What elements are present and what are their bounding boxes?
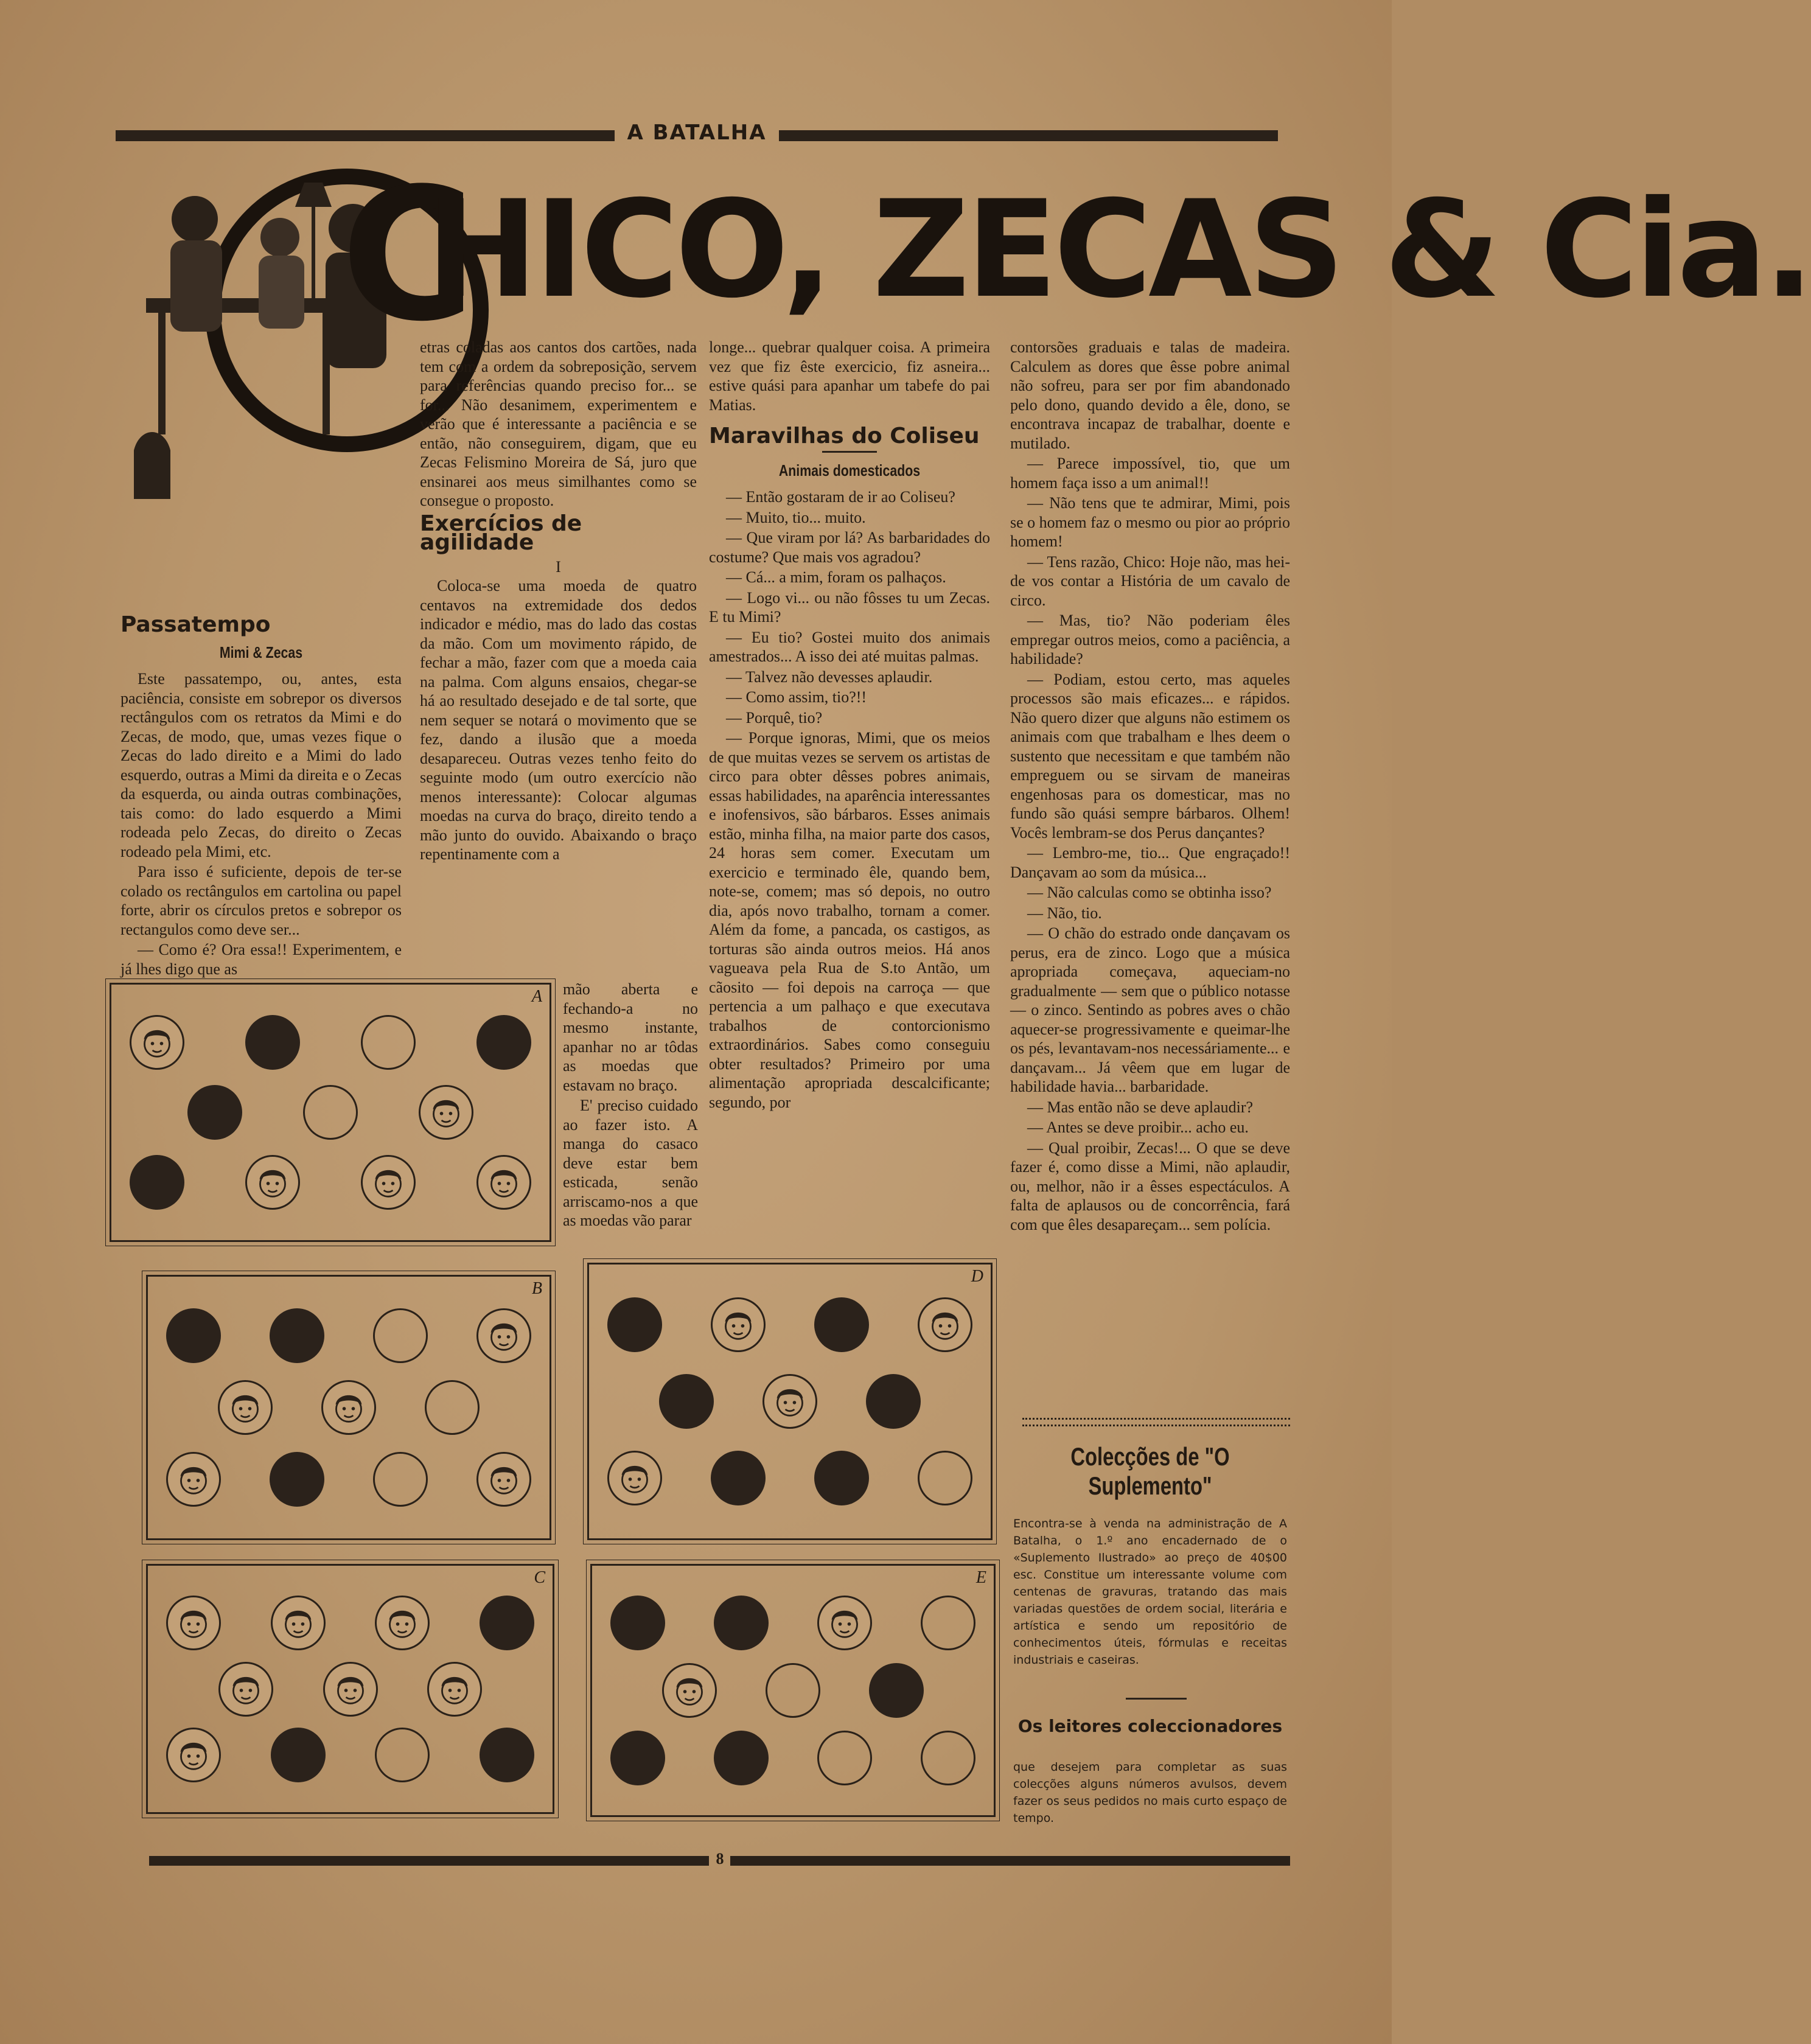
advert-divider [1022,1418,1290,1426]
black-circle [607,1297,662,1352]
black-circle [270,1308,324,1363]
rectangle-label: D [971,1267,983,1286]
dialogue-line: — Qual proibir, Zecas!... O que se deve fazer é, como disse a Mimi, não aplaudir, ou, melhor, não ir a êsses espectáculos. A falta de aplausos ou de concorrência, fará com que êles desapareçam... sem polícia. [1010,1139,1290,1233]
agilidade-column-continued [563,980,698,1232]
face-icon [363,1157,414,1208]
blank-circle [373,1452,428,1507]
dialogue-line: — Lembro-me, tio... Que engraçado!! Dançavam ao som da música... [1010,844,1290,881]
face-icon [273,1597,324,1648]
dialogue-line: — Não calculas como se obtinha isso? [1027,884,1272,901]
advert-text: Encontra-se à venda na administração de A Batalha, o 1.º ano encadernado de o «Suplemento Ilustrado» ao preço de 40$00 esc. Constitue um interessante volume com centenas de gravuras, tratando das mais variadas questões de ordem social, literária e artística e sendo um repositório de conhecimentos úteis, fórmulas e receitas industriais e caseiras. [1013,1517,1287,1667]
face-icon [220,1664,271,1715]
face-icon [325,1664,376,1715]
portrait-circle [166,1596,221,1650]
blank-circle [817,1731,872,1785]
portrait-circle [711,1297,766,1352]
black-circle [814,1451,869,1505]
blank-circle [766,1663,820,1718]
paragraph: — Como é? Ora essa!! Experimentem, e já lhes digo que as [120,941,402,978]
paragraph: Coloca-se uma moeda de quatro centavos na extremidade dos dedos indicador e médio, mas do lado das costas da mão. Com um movimento rápido, de fechar a mão, fazer com que a moeda caia na palma. Com alguns ensaios, chegar-se há ao resultado desejado e de tal sorte, que nem sequer se notará o movimento que se fez, dando a ilusão que a moeda desapareceu. Outras vezes tenho feito do seguinte modo (um outro exercício não menos interessante): Colocar algumas moedas na curva do braço, direito tendo a mão junto do ouvido. Abaixando o braço repentinamente com a [420,577,697,863]
header-rule-right [779,130,1278,141]
portrait-circle [361,1155,416,1210]
advert-text: que desejem para completar as suas colecções alguns números avulsos, devem fazer os seus pedidos no mais curto espaço de tempo. [1013,1760,1287,1825]
portrait-circle [245,1155,300,1210]
face-icon [478,1310,529,1361]
blank-circle [425,1380,480,1435]
face-icon [478,1157,529,1208]
section-numeral: I [556,557,561,576]
black-circle [610,1596,665,1650]
paragraph: etras coladas aos cantos dos cartões, nada tem com a ordem da sobreposição, servem para referências quando preciso for... se for... Não desanimem, experimentem e verão que é interessante a paciência e se então, não conseguirem, digam, que eu Zecas Felismino Moreira de Sá, juro que ensinarei aos meus similhantes como se consegue o proposto. [420,338,697,509]
dialogue-line: — Cá... a mim, foram os palhaços. [726,568,946,586]
blank-circle [361,1015,416,1070]
face-icon [664,1665,715,1716]
puzzle-rectangle-d [587,1263,993,1540]
portrait-circle [476,1452,531,1507]
face-icon [168,1729,219,1781]
portrait-circle [476,1155,531,1210]
page-number: 8 [716,1850,724,1868]
black-circle [480,1728,534,1782]
dialogue-line: — Então gostaram de ir ao Coliseu? [726,488,955,506]
face-icon [377,1597,428,1648]
publication-name: A BATALHA [627,120,767,145]
rectangle-label: A [531,987,542,1006]
agilidade-column [420,338,697,865]
portrait-circle [166,1452,221,1507]
portrait-circle [218,1662,273,1717]
section-heading: Exercícios de agilidade [420,511,582,555]
dialogue-line: — Como assim, tio?!! [726,688,867,706]
blank-circle [303,1085,358,1140]
header-rule-left [116,130,615,141]
page-title: HICO, ZECAS & Cia. [426,172,1811,327]
dialogue-line: — Antes se deve proibir... acho eu. [1027,1118,1249,1136]
puzzle-rectangle-b [146,1275,551,1540]
portrait-circle [375,1596,430,1650]
portrait-circle [419,1085,473,1140]
paragraph: mão aberta e fechando-a no mesmo instante, apanhar no ar tôdas as moedas que estavam no braço. [563,980,698,1094]
face-icon [713,1299,764,1350]
face-icon [323,1382,374,1433]
black-circle [610,1731,665,1785]
rectangle-label: C [534,1568,545,1587]
black-circle [659,1374,714,1429]
portrait-circle [427,1662,482,1717]
portrait-circle [762,1374,817,1429]
section-heading: Passatempo [120,612,271,637]
portrait-circle [271,1596,326,1650]
dialogue-line: — Logo vi... ou não fôsses tu um Zecas. E tu Mimi? [709,588,990,626]
blank-circle [921,1596,975,1650]
puzzle-rectangle-a [110,983,551,1242]
puzzle-rectangle-c [146,1564,554,1814]
face-icon [247,1157,298,1208]
paragraph: longe... quebrar qualquer coisa. A primeira vez que fiz êste exercicio, fiz asneira... estive quási para apanhar um tabefe do pai Matias. [709,338,990,414]
portrait-circle [321,1380,376,1435]
paragraph: E' preciso cuidado ao fazer isto. A manga do casaco deve estar bem esticada, senão arriscamo-nos a que as moedas vão parar [563,1097,698,1229]
face-icon [919,1299,971,1350]
black-circle [480,1596,534,1650]
black-circle [814,1297,869,1352]
dialogue-line: — Mas, tio? Não poderiam êles empregar outros meios, como a paciência, a habilidade? [1010,612,1290,668]
rectangle-label: B [531,1279,542,1298]
face-icon [220,1382,271,1433]
divider [1126,1698,1187,1700]
dialogue-line: — Tens razão, Chico: Hoje não, mas hei-de vos contar a História de um cavalo de circo. [1010,553,1290,609]
black-circle [271,1728,326,1782]
dialogue-line: contorsões graduais e talas de madeira. Calculem as dores que êsse pobre animal não sofreu, para ser por fim abandonado pelo dono, quando devido a êle, dono, se encontrava incapaz de trabalhar, doente e mutilado. [1010,338,1290,452]
blank-circle [375,1728,430,1782]
section-subheading: Animais domesticados [778,461,921,480]
black-circle [476,1015,531,1070]
footer-rule-right [730,1856,1290,1866]
section-heading: Maravilhas do Coliseu [709,424,980,448]
face-icon [429,1664,480,1715]
dialogue-line: — Talvez não devesses aplaudir. [726,668,933,686]
portrait-circle [130,1015,184,1070]
dialogue-line: — Mas então não se deve aplaudir? [1027,1098,1254,1116]
black-circle [166,1308,221,1363]
black-circle [714,1596,769,1650]
divider [822,451,877,453]
black-circle [711,1451,766,1505]
face-icon [420,1087,472,1138]
footer-rule-left [149,1856,709,1866]
portrait-circle [662,1663,717,1718]
portrait-circle [476,1308,531,1363]
puzzle-rectangle-e [590,1564,996,1817]
dialogue-line: — Porque ignoras, Mimi, que os meios de que muitas vezes se servem os artistas de circo para obter dêsses pobres animais, essas habilidades, na aparência interessantes e inofensivos, são bárbaros. Esses animais estão, minha filha, na maior parte dos casos, 24 horas sem comer. Executam um exercicio e terminado êle, quando bem, note-se, comem; mas só depois, no outro dia, após novo trabalho, tornam a comer. Além da fome, a pancada, os castigos, as torturas são ainda outros meios. Há anos vagueava pela Rua de S.to Antão, um cãosito — foi depois na carroça — que pertencia a um palhaço e que executava trabalhos de contorcionismo extraordinários. Sabes como conseguiu obter resultados? Primeiro por uma alimentação apropriada descalcificante; segundo, por [709,729,990,1111]
black-circle [270,1452,324,1507]
dialogue-line: — O chão do estrado onde dançavam os perus, era de zinco. Logo que a música apropriada começava, aqueciam-no gradualmente — sem que o público notasse — o zinco. Sentindo as pobres aves o chão aquecer-se progressivamente e queimar-lhe os pés, levantavam-nos necessáriamente... e dançavam... Já vêem que em lugar de habilidade havia... barbaridade. [1010,924,1290,1095]
paragraph: Este passatempo, ou, antes, esta paciência, consiste em sobrepor os diversos rectângulos com os retratos da Mimi e do Zecas, de modo, que, umas vezes fique o Zecas do lado direito e a Mimi do lado esquerdo, outras a Mimi da direita e o Zecas da esquerda, ou ainda outras combinações, tais como: do lado esquerdo a Mimi rodeada pelo Zecas, do direito o Zecas rodeado pela Mimi, etc. [120,670,402,860]
face-icon [819,1597,870,1648]
portrait-circle [166,1728,221,1782]
portrait-circle [323,1662,378,1717]
black-circle [714,1731,769,1785]
face-icon [131,1017,183,1068]
portrait-circle [817,1596,872,1650]
face-icon [764,1376,815,1427]
face-icon [478,1454,529,1505]
portrait-circle [218,1380,273,1435]
face-icon [168,1597,219,1648]
paragraph: Para isso é suficiente, depois de ter-se colado os rectângulos em cartolina ou papel forte, abrir os círculos pretos e sobrepor os rectangulos como deve ser... [120,863,402,938]
dialogue-line: — Parece impossível, tio, que um homem faça isso a um animal!! [1010,455,1290,492]
black-circle [866,1374,921,1429]
dialogue-line: — Não, tio. [1027,904,1102,922]
section-subheading: Mimi & Zecas [219,643,303,661]
dialogue-line: — Porquê, tio? [726,708,823,727]
title-initial: C [341,149,475,361]
black-circle [869,1663,924,1718]
black-circle [187,1085,242,1140]
portrait-circle [918,1297,972,1352]
advert-title: Colecções de "O Suplemento" [1070,1442,1230,1500]
portrait-circle [607,1451,662,1505]
dialogue-line: — Muito, tio... muito. [726,508,866,526]
face-icon [168,1454,219,1505]
blank-circle [373,1308,428,1363]
blank-circle [918,1451,972,1505]
dialogue-line: — Eu tio? Gostei muito dos animais amestrados... A isso dei até muitas palmas. [709,628,990,665]
rectangle-label: E [975,1568,986,1587]
coliseu-column-continued [1010,338,1290,1235]
dialogue-line: — Não tens que te admirar, Mimi, pois se o homem faz o mesmo ou pior ao próprio homem! [1010,494,1290,550]
black-circle [130,1155,184,1210]
dialogue-line: — Que viram por lá? As barbaridades do costume? Que mais vos agradou? [709,529,990,566]
dialogue-line: — Podiam, estou certo, mas aqueles processos são mais eficazes... e rápidos. Não quero dizer que alguns não estimem os animais com que trabalham e lhes deem o sustento que necessitam e que também não empreguem ou se sirvam de maneiras engenhosas para os domesticar, mas no fundo são quási sempre bárbaros. Olhem! Vocês lembram-se dos Perus dançantes? [1010,670,1290,842]
blank-circle [921,1731,975,1785]
coliseu-column [709,338,990,1113]
passatempo-column [120,612,402,980]
face-icon [609,1453,660,1504]
black-circle [245,1015,300,1070]
advert-subheading: Os leitores coleccionadores [1017,1716,1283,1736]
